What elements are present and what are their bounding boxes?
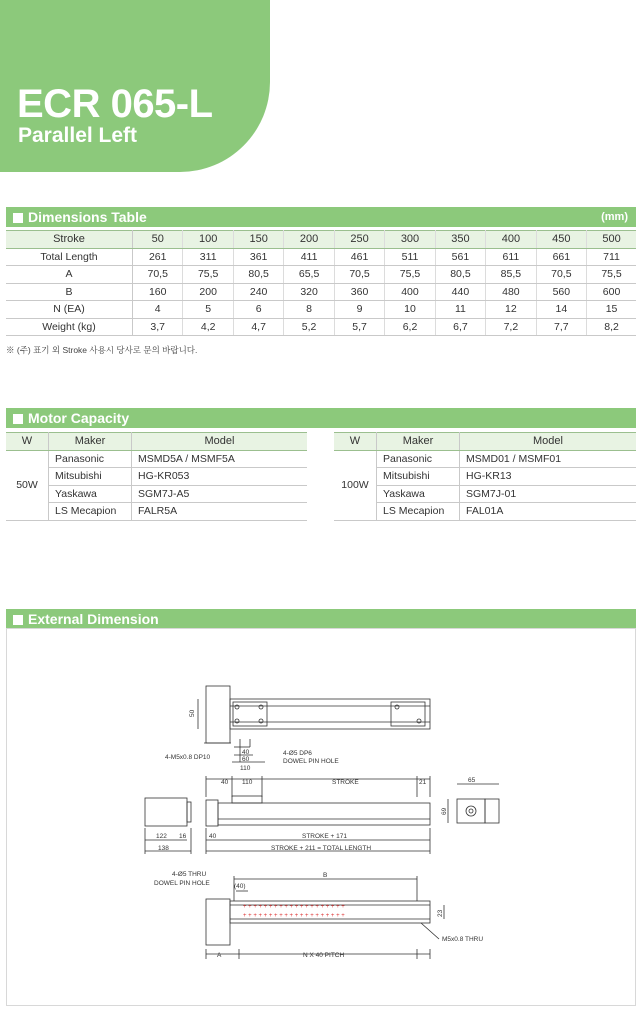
model-header: Model [460, 433, 637, 451]
value-cell: 80,5 [233, 266, 283, 284]
motor-row [6, 450, 307, 468]
value-cell: 411 [284, 248, 334, 266]
motor-header-row [334, 433, 636, 451]
pitch-40-label: (40) [234, 883, 246, 890]
wattage-cell: 50W [6, 450, 49, 520]
dowel-pin-label: 4-Ø5 DP6 [283, 750, 312, 757]
motor-row [334, 485, 636, 503]
dowel-pin-hole-label: DOWEL PIN HOLE [283, 758, 339, 765]
stroke-column: 350 [435, 231, 485, 249]
value-cell: 5,7 [334, 318, 384, 336]
value-cell: 200 [183, 283, 233, 301]
stroke-label: STROKE [332, 779, 359, 786]
value-cell: 4,2 [183, 318, 233, 336]
value-cell: 70,5 [133, 266, 183, 284]
stroke-column: 500 [587, 231, 636, 249]
value-cell: 361 [233, 248, 283, 266]
value-cell: 480 [486, 283, 536, 301]
maker-cell: Panasonic [377, 450, 460, 468]
stroke-header: Stroke [6, 231, 133, 249]
motor-section-title: Motor Capacity [28, 410, 130, 426]
value-cell: 4,7 [233, 318, 283, 336]
dimensions-row [6, 301, 636, 319]
value-cell: 6,7 [435, 318, 485, 336]
external-section-header [6, 609, 636, 629]
value-cell: 160 [133, 283, 183, 301]
value-cell: 600 [587, 283, 636, 301]
dim-60-label: 60 [242, 756, 250, 763]
product-title: ECR 065-L [17, 82, 213, 126]
value-cell: 80,5 [435, 266, 485, 284]
value-cell: 320 [284, 283, 334, 301]
value-cell: 65,5 [284, 266, 334, 284]
side-40-label: 40 [221, 779, 229, 786]
stroke-column: 50 [133, 231, 183, 249]
model-cell: HG-KR13 [460, 468, 637, 486]
value-cell: 15 [587, 301, 636, 319]
value-cell: 8 [284, 301, 334, 319]
stroke-column: 100 [183, 231, 233, 249]
tap-hole-label: 4-M5x0.8 DP10 [165, 754, 211, 761]
model-cell: HG-KR053 [132, 468, 308, 486]
value-cell: 3,7 [133, 318, 183, 336]
value-cell: 661 [536, 248, 586, 266]
dimensions-row [6, 318, 636, 336]
motor-section-header [6, 408, 636, 428]
title-banner [0, 0, 270, 172]
motor-table-50w [6, 432, 307, 521]
value-cell: 611 [486, 248, 536, 266]
external-section-title: External Dimension [28, 611, 159, 627]
value-cell: 10 [385, 301, 435, 319]
thru-hole-label: 4-Ø5 THRU [172, 871, 207, 878]
value-cell: 75,5 [587, 266, 636, 284]
stroke-column: 300 [385, 231, 435, 249]
side-69-label: 69 [441, 807, 448, 815]
product-subtitle: Parallel Left [18, 124, 138, 147]
dimensions-row [6, 248, 636, 266]
dimensions-section-title: Dimensions Table [28, 209, 147, 225]
model-cell: FALR5A [132, 503, 308, 521]
stroke-column: 400 [486, 231, 536, 249]
maker-cell: Yaskawa [377, 485, 460, 503]
dim-40-label: 40 [242, 749, 250, 756]
value-cell: 7,7 [536, 318, 586, 336]
row-label: Total Length [6, 248, 133, 266]
w-header: W [334, 433, 377, 451]
model-cell: MSMD5A / MSMF5A [132, 450, 308, 468]
maker-header: Maker [377, 433, 460, 451]
stroke-note: ※ (주) 표기 외 Stroke 사용시 당사로 문의 바랍니다. [6, 345, 198, 355]
motor-row [334, 503, 636, 521]
value-cell: 6 [233, 301, 283, 319]
side-110-label: 110 [242, 779, 253, 786]
value-cell: 311 [183, 248, 233, 266]
maker-cell: Yaskawa [49, 485, 132, 503]
motor-row [6, 503, 307, 521]
svg-text:+ + + + + + + + + + + + + + +: + + + + + + + + + + + + + + + + + + + + [243, 904, 345, 910]
motor-header-row [6, 433, 307, 451]
value-cell: 400 [385, 283, 435, 301]
side-65-label: 65 [468, 777, 476, 784]
b-label: B [323, 872, 328, 879]
maker-cell: LS Mecapion [49, 503, 132, 521]
value-cell: 75,5 [385, 266, 435, 284]
total-length-label: STROKE + 211 = TOTAL LENGTH [271, 845, 372, 852]
svg-text:+ + + + + + + + + + + + + + +: + + + + + + + + + + + + + + + + + + + + [243, 913, 345, 919]
pitch-label: N X 40 PITCH [303, 952, 345, 959]
a-label: A [217, 952, 222, 959]
bottom-23-label: 23 [437, 909, 444, 917]
stroke-column: 450 [536, 231, 586, 249]
maker-cell: Mitsubishi [49, 468, 132, 486]
stroke-column: 200 [284, 231, 334, 249]
wattage-cell: 100W [334, 450, 377, 520]
value-cell: 5,2 [284, 318, 334, 336]
side-16-label: 16 [179, 833, 187, 840]
model-cell: SGM7J-A5 [132, 485, 308, 503]
row-label: A [6, 266, 133, 284]
side-138-label: 138 [158, 845, 169, 852]
stroke-column: 150 [233, 231, 283, 249]
row-label: N (EA) [6, 301, 133, 319]
value-cell: 7,2 [486, 318, 536, 336]
value-cell: 711 [587, 248, 636, 266]
motor-row [6, 485, 307, 503]
w-header: W [6, 433, 49, 451]
value-cell: 560 [536, 283, 586, 301]
maker-header: Maker [49, 433, 132, 451]
value-cell: 5 [183, 301, 233, 319]
dim-50-label: 50 [189, 709, 196, 717]
square-bullet-icon [13, 414, 23, 424]
square-bullet-icon [13, 615, 23, 625]
value-cell: 85,5 [486, 266, 536, 284]
unit-label: (mm) [601, 211, 628, 223]
motor-row [6, 468, 307, 486]
dimensions-row [6, 266, 636, 284]
m5-thru-label: M5x0.8 THRU [442, 936, 484, 943]
thru-dowel-label: DOWEL PIN HOLE [154, 880, 210, 887]
model-cell: FAL01A [460, 503, 637, 521]
side-40b-label: 40 [209, 833, 217, 840]
value-cell: 70,5 [536, 266, 586, 284]
motor-row [334, 468, 636, 486]
value-cell: 240 [233, 283, 283, 301]
square-bullet-icon [13, 213, 23, 223]
model-cell: SGM7J-01 [460, 485, 637, 503]
motor-row [334, 450, 636, 468]
dim-110-label: 110 [240, 765, 251, 772]
row-label: Weight (kg) [6, 318, 133, 336]
value-cell: 14 [536, 301, 586, 319]
value-cell: 9 [334, 301, 384, 319]
value-cell: 561 [435, 248, 485, 266]
value-cell: 75,5 [183, 266, 233, 284]
side-122-label: 122 [156, 833, 167, 840]
stroke-171-label: STROKE + 171 [302, 833, 347, 840]
model-header: Model [132, 433, 308, 451]
value-cell: 360 [334, 283, 384, 301]
value-cell: 440 [435, 283, 485, 301]
value-cell: 70,5 [334, 266, 384, 284]
value-cell: 6,2 [385, 318, 435, 336]
maker-cell: Mitsubishi [377, 468, 460, 486]
value-cell: 261 [133, 248, 183, 266]
value-cell: 8,2 [587, 318, 636, 336]
dimensions-section-header [6, 207, 636, 227]
maker-cell: Panasonic [49, 450, 132, 468]
side-21-label: 21 [419, 779, 427, 786]
value-cell: 511 [385, 248, 435, 266]
maker-cell: LS Mecapion [377, 503, 460, 521]
model-cell: MSMD01 / MSMF01 [460, 450, 637, 468]
dimensions-header-row [6, 231, 636, 249]
dimensions-table [6, 230, 636, 336]
stroke-column: 250 [334, 231, 384, 249]
dimensions-row [6, 283, 636, 301]
value-cell: 461 [334, 248, 384, 266]
value-cell: 12 [486, 301, 536, 319]
technical-drawing [7, 629, 635, 1005]
value-cell: 4 [133, 301, 183, 319]
value-cell: 11 [435, 301, 485, 319]
row-label: B [6, 283, 133, 301]
external-dimension-drawing [6, 628, 636, 1006]
motor-table-100w [334, 432, 636, 521]
